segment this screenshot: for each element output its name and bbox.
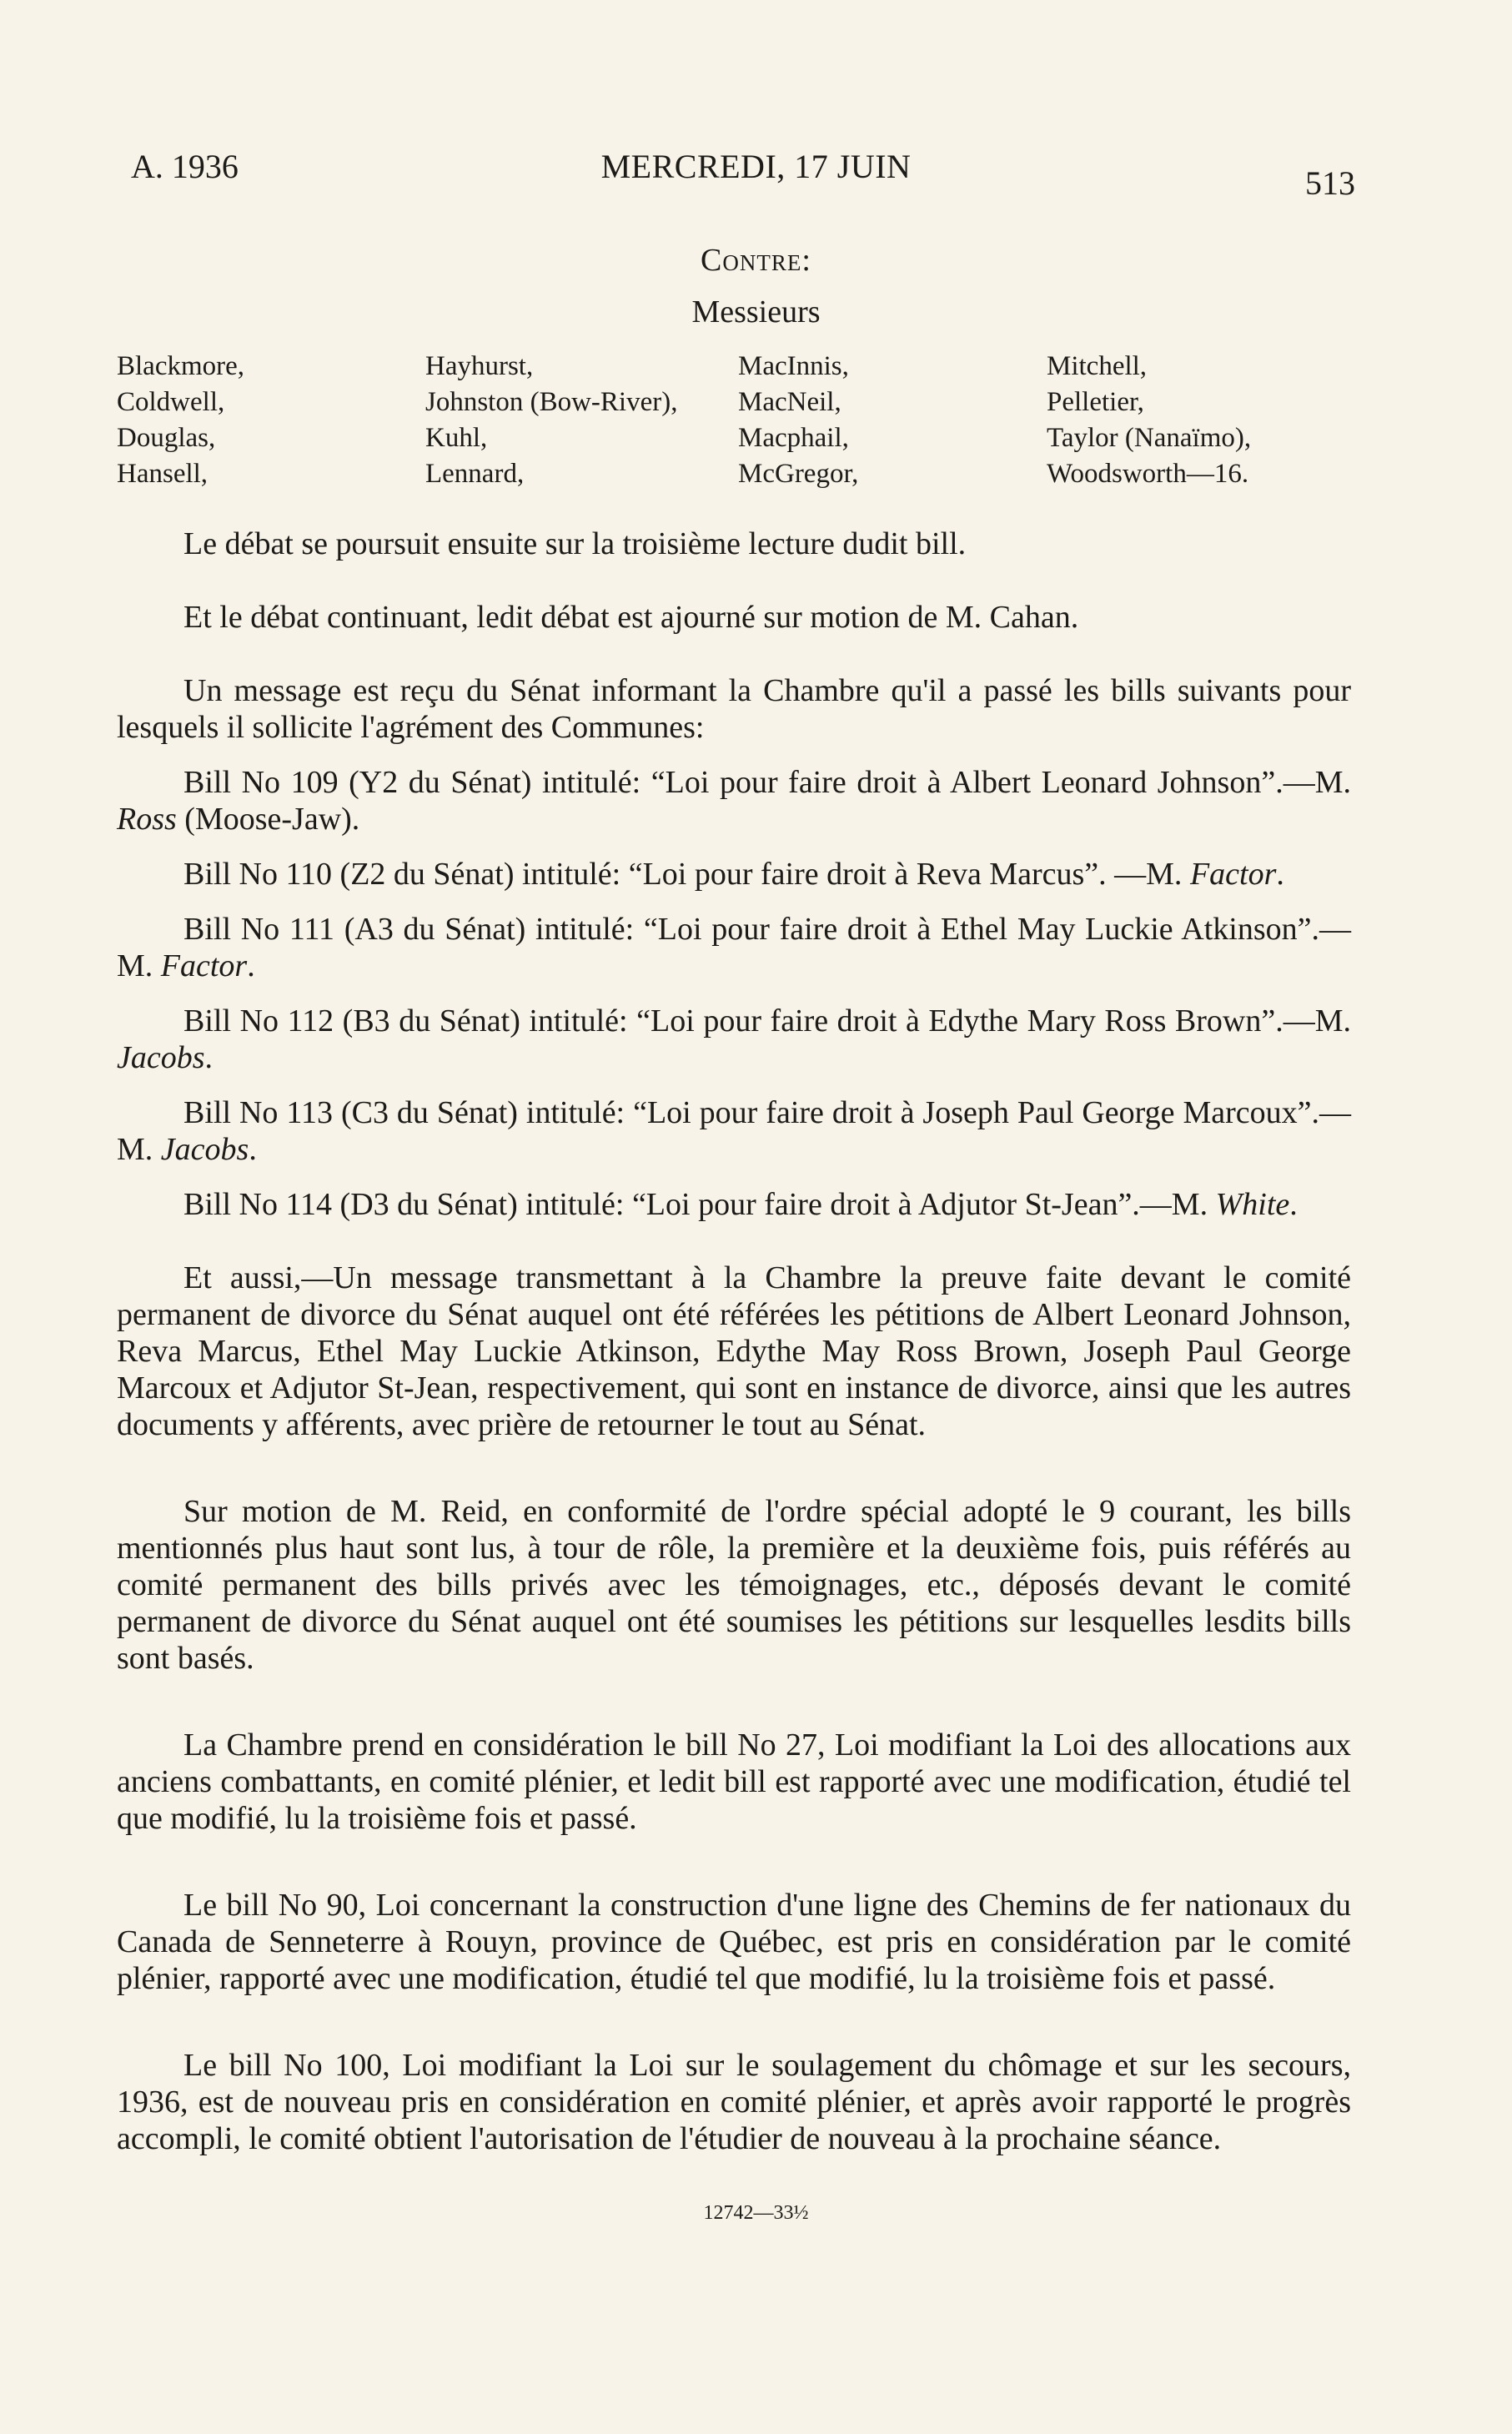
bill-entry bbox=[117, 1186, 1351, 1223]
member-name: Mitchell, bbox=[1047, 351, 1148, 381]
paragraph-debate-continues: Le débat se poursuit ensuite sur la troisième lecture dudit bill. bbox=[183, 526, 967, 561]
member-name: Ross bbox=[117, 802, 177, 837]
member-name: Johnston (Bow-River), bbox=[425, 387, 678, 417]
paragraph-bill-27: La Chambre prend en considération le bill No 27, Loi modifiant la Loi des allocations aux anciens combattants, en comité plénier, et ledit bill est rapporté avec une modification, étudié tel que modifié, lu la troisième fois et passé. bbox=[117, 1727, 1351, 1836]
bill-entry bbox=[117, 856, 1351, 893]
member-name: Douglas, bbox=[117, 423, 216, 453]
member-name: Jacobs bbox=[117, 1040, 205, 1075]
bill-suffix: . bbox=[204, 1040, 213, 1075]
member-name: White bbox=[1215, 1187, 1290, 1222]
names-column-2 bbox=[425, 349, 677, 492]
bill-suffix: . bbox=[247, 948, 255, 983]
bill-text: Bill No 114 (D3 du Sénat) intitulé: “Loi pour faire droit à Adjutor St-Jean”.—M. bbox=[183, 1187, 1216, 1222]
paragraph-senate-message: Un message est reçu du Sénat informant la Chambre qu'il a passé les bills suivants pour lesquels il sollicite l'agrément des Communes: bbox=[117, 673, 1351, 745]
member-name: Kuhl, bbox=[425, 423, 488, 453]
member-name: MacInnis, bbox=[738, 351, 849, 381]
member-name: Hansell, bbox=[117, 459, 208, 489]
member-name: Factor bbox=[160, 948, 248, 983]
vote-names-list bbox=[117, 349, 1368, 499]
page-footer-code: 12742—33½ bbox=[703, 2202, 809, 2224]
names-column-4 bbox=[1047, 349, 1251, 492]
bill-entry bbox=[117, 911, 1351, 984]
member-name: McGregor, bbox=[738, 459, 859, 489]
bill-text: Bill No 113 (C3 du Sénat) intitulé: “Loi pour faire droit à Joseph Paul George Marcoux”.—M. bbox=[117, 1095, 1351, 1167]
paragraph-bill-90: Le bill No 90, Loi concernant la construction d'une ligne des Chemins de fer nationaux du Canada de Senneterre à Rouyn, province de Québec, est pris en considération par le comité plénier, rapporté avec une modification, étudié tel que modifié, lu la troisième fois et passé. bbox=[117, 1888, 1351, 1996]
paragraph-reid-motion: Sur motion de M. Reid, en conformité de l'ordre spécial adopté le 9 courant, les bills mentionnés plus haut sont lus, à tour de rôle, la première et la deuxième fois, puis référés au comité permanent des bills privés avec les témoignages, etc., déposés devant le comité permanent de divorce du Sénat auquel ont été soumises les pétitions sur lesquelles lesdits bills sont basés. bbox=[117, 1494, 1351, 1676]
member-name: Coldwell, bbox=[117, 387, 225, 417]
member-name: Blackmore, bbox=[117, 351, 245, 381]
member-name: Factor bbox=[1189, 857, 1277, 892]
bill-entry bbox=[117, 1003, 1351, 1076]
member-name: Pelletier, bbox=[1047, 387, 1144, 417]
bill-entry bbox=[117, 764, 1351, 837]
body-text bbox=[117, 526, 1351, 2157]
vote-subheading: Messieurs bbox=[691, 294, 821, 329]
bill-suffix: . bbox=[249, 1132, 257, 1167]
vote-heading: Contre: bbox=[701, 243, 811, 278]
member-name: Hayhurst, bbox=[425, 351, 534, 381]
names-column-1 bbox=[117, 349, 244, 492]
member-name: Woodsworth—16. bbox=[1047, 459, 1249, 489]
paragraph-bill-100: Le bill No 100, Loi modifiant la Loi sur le soulagement du chômage et sur les secours, 1936, est de nouveau pris en considération en comité plénier, et après avoir rapporté le progrès accompli, le comité obtient l'autorisation de l'étudier de nouveau à la prochaine séance. bbox=[117, 2048, 1351, 2156]
bill-suffix: (Moose-Jaw). bbox=[176, 802, 360, 837]
paragraph-evidence-message: Et aussi,—Un message transmettant à la Chambre la preuve faite devant le comité permanent de divorce du Sénat auquel ont été référées les pétitions de Albert Leonard Johnson, Reva Marcus, Ethel May Luckie Atkinson, Edythe May Ross Brown, Joseph Paul George Marcoux et Adjutor St-Jean, respectivement, qui sont en instance de divorce, ainsi que les autres documents y afférents, avec prière de retourner le tout au Sénat. bbox=[117, 1260, 1351, 1442]
paragraph-debate-adjourned: Et le débat continuant, ledit débat est ajourné sur motion de M. Cahan. bbox=[183, 600, 1079, 635]
bill-text: Bill No 112 (B3 du Sénat) intitulé: “Loi pour faire droit à Edythe Mary Ross Brown”.—M. bbox=[183, 1003, 1351, 1038]
bill-text: Bill No 110 (Z2 du Sénat) intitulé: “Loi pour faire droit à Reva Marcus”. —M. bbox=[183, 857, 1190, 892]
member-name: Taylor (Nanaïmo), bbox=[1047, 423, 1252, 453]
bill-suffix: . bbox=[1276, 857, 1284, 892]
page-number: 513 bbox=[1305, 164, 1355, 202]
bill-text: Bill No 109 (Y2 du Sénat) intitulé: “Loi pour faire droit à Albert Leonard Johnson”.—M. bbox=[183, 765, 1351, 800]
member-name: Jacobs bbox=[160, 1132, 249, 1167]
names-column-3 bbox=[738, 349, 858, 492]
bill-text: Bill No 111 (A3 du Sénat) intitulé: “Loi pour faire droit à Ethel May Luckie Atkinson”.—M. bbox=[117, 912, 1351, 983]
bill-entry bbox=[117, 1094, 1351, 1168]
bill-suffix: . bbox=[1289, 1187, 1298, 1222]
member-name: Lennard, bbox=[425, 459, 525, 489]
member-name: Macphail, bbox=[738, 423, 849, 453]
member-name: MacNeil, bbox=[738, 387, 841, 417]
page-header bbox=[0, 147, 1512, 202]
page-date-title: MERCREDI, 17 JUIN bbox=[600, 148, 912, 185]
session-year: A. 1936 bbox=[131, 148, 239, 185]
